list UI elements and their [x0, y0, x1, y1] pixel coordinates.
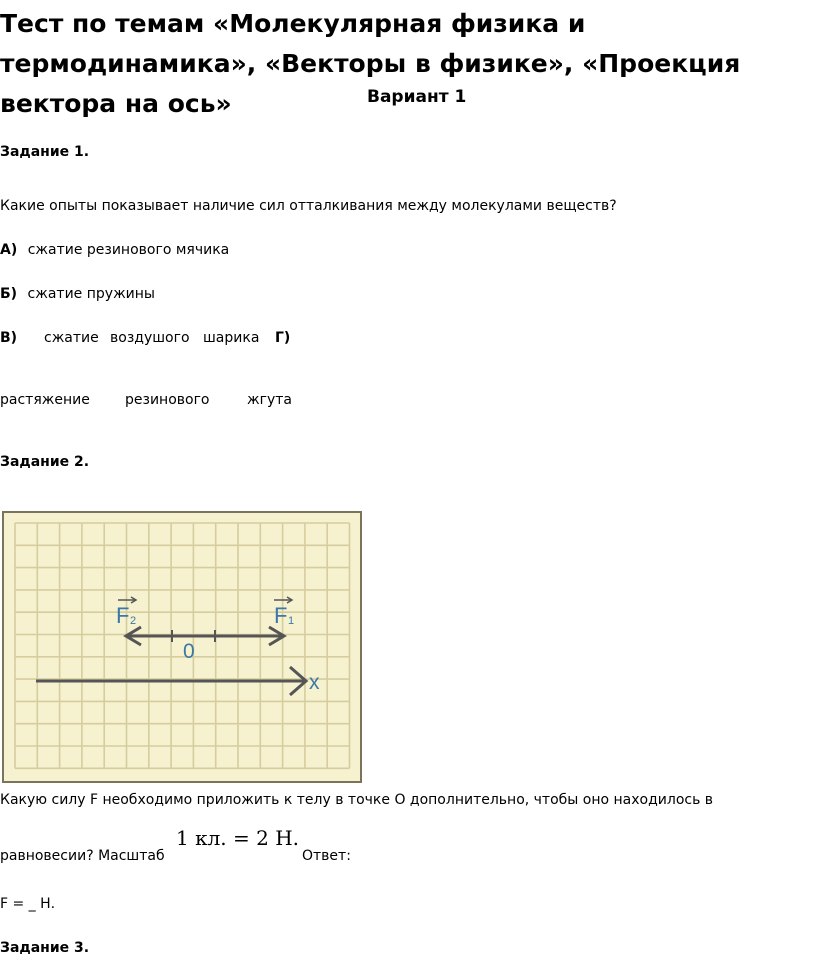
task1-option-d-word: резинового	[125, 392, 210, 408]
option-letter: Б)	[0, 286, 18, 302]
figure-frame	[3, 512, 361, 782]
option-letter: А)	[0, 242, 18, 258]
option-text: сжатие резинового мячика	[27, 242, 230, 258]
task1-option-d-word: растяжение	[0, 392, 90, 408]
task3-heading: Задание 3.	[0, 940, 90, 956]
f1-label: F	[274, 603, 288, 628]
variant-label: Вариант 1	[367, 87, 467, 107]
option-text: сжатие пружины	[27, 286, 155, 302]
task1-heading: Задание 1.	[0, 144, 90, 160]
task2-heading: Задание 2.	[0, 454, 90, 470]
f1-subscript: 1	[288, 615, 295, 627]
task2-question-line1: Какую силу F необходимо приложить к телу в точке О дополнительно, чтобы оно находилось в	[0, 792, 714, 808]
origin-label: 0	[183, 640, 195, 663]
axis-x-label: x	[309, 671, 320, 694]
page-title: Тест по темам «Молекулярная физика и термодинамика», «Векторы в физике», «Проекция вектора на ось»	[0, 9, 741, 118]
task1-question: Какие опыты показывает наличие сил отталкивания между молекулами веществ?	[0, 198, 617, 214]
task1-option-c-letter: В)	[0, 330, 18, 346]
f2-label: F	[116, 603, 130, 628]
task1-option-a	[0, 242, 229, 258]
task1-option-c-word: шарика	[203, 330, 260, 346]
scale-formula: 1 кл. = 2 Н.	[176, 826, 299, 850]
task2-question-line2: равновесии? Масштаб	[0, 848, 165, 864]
f2-subscript: 2	[130, 615, 137, 627]
task1-option-c-word: сжатие	[44, 330, 99, 346]
answer-line: F = _ Н.	[0, 896, 56, 912]
answer-label: Ответ:	[302, 848, 351, 864]
task1-option-d-letter: Г)	[275, 330, 291, 346]
task1-option-c-word: воздушого	[110, 330, 190, 346]
task1-option-b	[0, 286, 155, 302]
task1-option-d-word: жгута	[247, 392, 292, 408]
vector-grid-figure	[2, 511, 362, 783]
